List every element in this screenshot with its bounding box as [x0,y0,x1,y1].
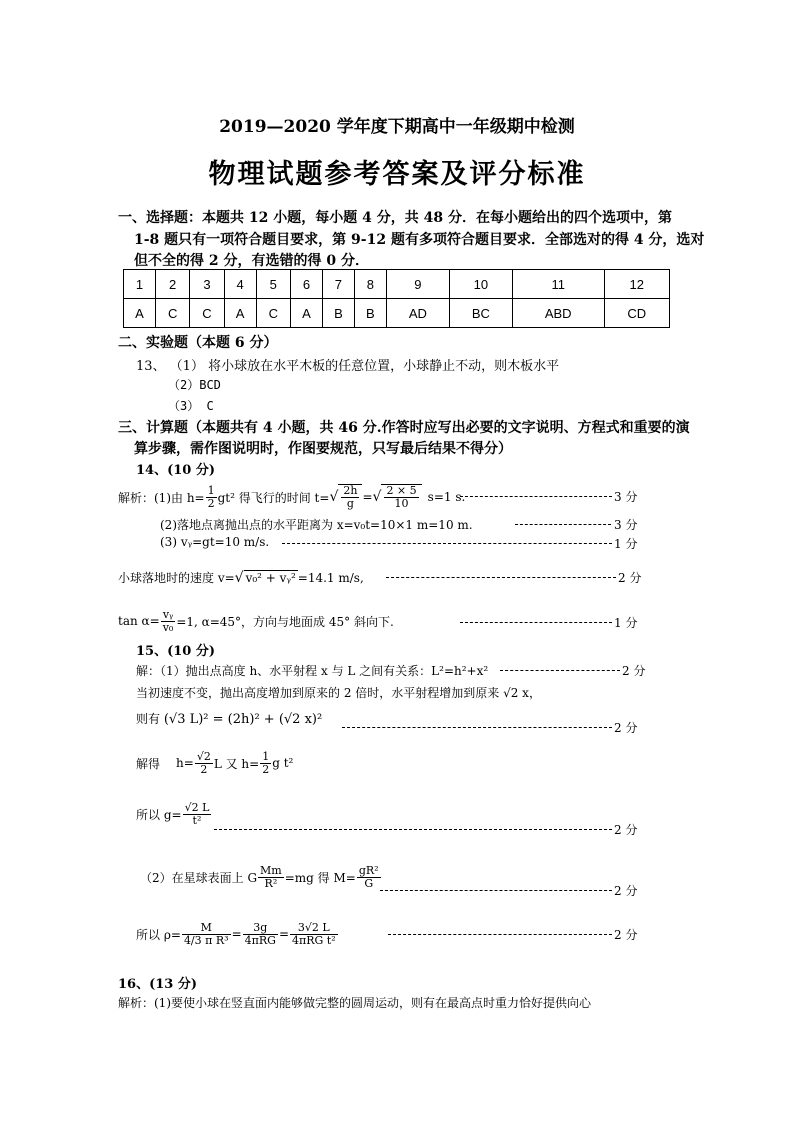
q13-part2: （2）BCD [168,378,221,392]
q15-line3-score: 2 分 [614,721,638,735]
q14-line4-score: 2 分 [618,571,642,585]
q15-line3-equation: (√3 L)² = (2h)² + (√2 x)² [163,712,323,727]
fraction-denominator: t² [192,813,202,827]
q13-part1: 13、 （1） 将小球放在水平木板的任意位置，小球静止不动，则木板水平 [136,359,560,374]
q14-line1: 解析：(1)由 h= $\frac{1}{2}$ gt² 得飞行的时间 t= √ $\frac{2h}{g}$ = √ $\frac{2 \times 5}{10}$ s=1 s. [118,483,466,510]
fraction-numerator: 1 [262,749,270,763]
answer-cell: A [224,299,256,328]
q15-line3 [136,710,322,727]
dash-leader [460,496,612,497]
fraction-2x5-over-10 [384,485,418,510]
answer-cell: CD [604,299,669,328]
q14-line5-suffix: =1, α=45°，方向与地面成 45° 斜向下. [176,614,394,629]
section3-line2: 算步骤，需作图说明时，作图要规范，只写最后结果不得分） [134,441,512,457]
q14-line1-suffix: s=1 s. [427,490,466,504]
answer-cell: B [354,299,386,328]
fraction-numerator: 3g [243,922,278,935]
fraction-vy-over-v0 [161,609,176,634]
answer-cell: AD [386,299,449,328]
q15-line6-prefix: （2）在星球表面上 G [140,870,258,885]
fraction-numerator: √2 [196,749,211,763]
answer-cell: A [124,299,156,328]
question-number-cell: 8 [354,270,386,299]
fraction-denominator: 4/3 π R³ [183,933,229,947]
question-number-cell: 5 [256,270,290,299]
q15-line3-prefix: 则有 [136,712,161,726]
q15-line1: 解：（1）抛出点高度 h、水平射程 x 与 L 之间有关系：L²=h²+x² [136,664,489,678]
fraction-numerator: Mm [260,863,282,877]
q14-line4-suffix: =14.1 m/s, [297,571,364,585]
fraction-denominator: 10 [394,497,409,510]
answer-cell: ABD [512,299,604,328]
q15-line5-score: 2 分 [614,823,638,837]
dash-leader [388,934,612,935]
q14-line5-score: 1 分 [614,616,638,630]
q14-line1-mid: gt² 得飞行的时间 t= [217,490,330,505]
fraction-rho-3 [290,922,338,947]
q14-line3: (3) vᵧ=gt=10 m/s. [160,535,270,549]
document-title: 物理试题参考答案及评分标准 [208,159,586,190]
fraction-denominator: 2 [200,762,208,776]
q15-line4-a: h= [176,756,194,770]
q14-line4-prefix: 小球落地时的速度 v= [118,571,235,585]
q14-line4-root: v₀² + vᵧ² [245,571,296,585]
answer-cell: B [322,299,354,328]
q15-line6-mid: =mg 得 M= [284,870,356,885]
dash-leader [380,890,612,891]
fraction-sqrt2-over-2 [195,751,213,776]
q14-line5 [118,604,394,638]
dash-leader [386,577,616,578]
section1-line3: 但不全的得 2 分，有选错的得 0 分． [134,253,369,269]
question-number-cell: 10 [449,270,512,299]
dash-leader [282,543,612,544]
dash-leader [515,524,611,525]
q15-line5 [136,795,212,833]
q14-line2: (2)落地点离抛出点的水平距离为 x=v₀t=10×1 m=10 m. [160,518,473,532]
answer-cell: C [256,299,290,328]
section1-line2: 1-8 题只有一项符合题目要求，第 9-12 题有多项符合题目要求．全部选对的得 4 分，选对 [134,232,705,248]
q15-line4-prefix: 解得 [136,756,161,771]
fraction-denominator: 2 [262,762,270,776]
fraction-gR2-over-G [357,865,381,890]
q14-line3-score: 1 分 [614,537,638,551]
q16-line1: 解析：(1)要使小球在竖直面内能够做完整的圆周运动，则有在最高点时重力恰好提供向心 [118,996,592,1010]
q15-line4-b: L 又 h= [213,756,260,771]
q14-heading: 14、(10 分) [136,463,216,478]
fraction-denominator: G [364,876,374,890]
q14-line4: 小球落地时的速度 v=√ v₀² + vᵧ² =14.1 m/s, [118,570,364,586]
document-subtitle: 2019—2020 学年度下期高中一年级期中检测 [219,117,575,137]
fraction-denominator: 4πRG [244,933,276,947]
question-number-cell: 12 [604,270,669,299]
q15-line6-score: 2 分 [614,884,638,898]
q15-heading: 15、(10 分) [136,644,216,659]
fraction-half [206,485,217,510]
q15-line5-prefix: 所以 g= [136,807,182,822]
q15-line7-score: 2 分 [614,928,638,942]
answer-cell: BC [449,299,512,328]
fraction-numerator: gR² [358,863,379,877]
question-number-cell: 9 [386,270,449,299]
fraction-denominator: R² [264,876,278,890]
fraction-denominator: 2 [207,496,215,510]
question-number-cell: 2 [155,270,189,299]
fraction-rho-2 [243,922,278,947]
fraction-denominator: g [346,497,354,510]
question-number-cell: 11 [512,270,604,299]
q14-line5-prefix: tan α= [118,614,160,628]
q15-line4-c: g t² [272,756,294,770]
dash-leader [342,727,612,728]
fraction-2h-over-g [341,485,359,510]
q15-line7: 所以 ρ= $\frac{M}{\text{4/3 π R³}}$ = $\frac{3g}{\text{4πRG}}$ = $\frac{3√2 L}{\text{4πRG t²}}$ [136,920,336,947]
q15-line2: 当初速度不变，抛出高度增加到原来的 2 倍时，水平射程增加到原来 √2 x， [136,686,541,700]
fraction-half [260,751,271,776]
fraction-numerator: 2h [343,484,358,497]
question-number-cell: 4 [224,270,256,299]
question-number-cell: 3 [190,270,224,299]
section2-heading: 二、实验题（本题 6 分） [118,335,278,351]
answer-cell: C [190,299,224,328]
fraction-numerator: 1 [207,483,215,497]
q14-line1-score: 3 分 [614,490,638,504]
question-number-cell: 7 [322,270,354,299]
q16-heading: 16、(13 分) [118,977,198,992]
section3-line1: 三、计算题（本题共有 4 小题，共 46 分.作答时应写出必要的文字说明、方程式和重要的演 [118,420,690,436]
fraction-numerator: M [182,922,231,935]
fraction-Mm-over-R2 [258,865,284,890]
fraction-rho-1 [182,922,231,947]
fraction-numerator: vᵧ [161,609,176,622]
fraction-denominator: v₀ [162,620,174,634]
q15-line7-prefix: 所以 ρ= [136,927,181,942]
q14-line2-score: 3 分 [614,518,638,532]
question-number-cell: 6 [290,270,322,299]
fraction-numerator: 2 × 5 [386,484,417,497]
answer-cell: A [290,299,322,328]
q14-line1-prefix: 解析：(1)由 h= [118,490,205,505]
q15-line4 [136,744,293,782]
answer-cell: C [155,299,189,328]
question-number-cell: 1 [124,270,156,299]
fraction-numerator: √2 L [184,800,210,814]
answer-table-numbers-row [124,270,670,299]
fraction-denominator: 4πRG t² [292,933,336,947]
dash-leader [460,622,612,623]
answer-table [123,269,670,328]
dash-leader [500,670,620,671]
dash-leader [214,829,612,830]
q13-part3: （3） C [168,399,214,413]
q15-line1-score: 2 分 [622,664,646,678]
fraction-numerator: 3√2 L [290,922,338,935]
section1-line1: 一、选择题：本题共 12 小题，每小题 4 分，共 48 分．在每小题给出的四个选项中，第 [118,210,672,226]
fraction-g [183,802,212,827]
q15-line6 [140,858,382,896]
answer-table-answers-row [124,299,670,328]
